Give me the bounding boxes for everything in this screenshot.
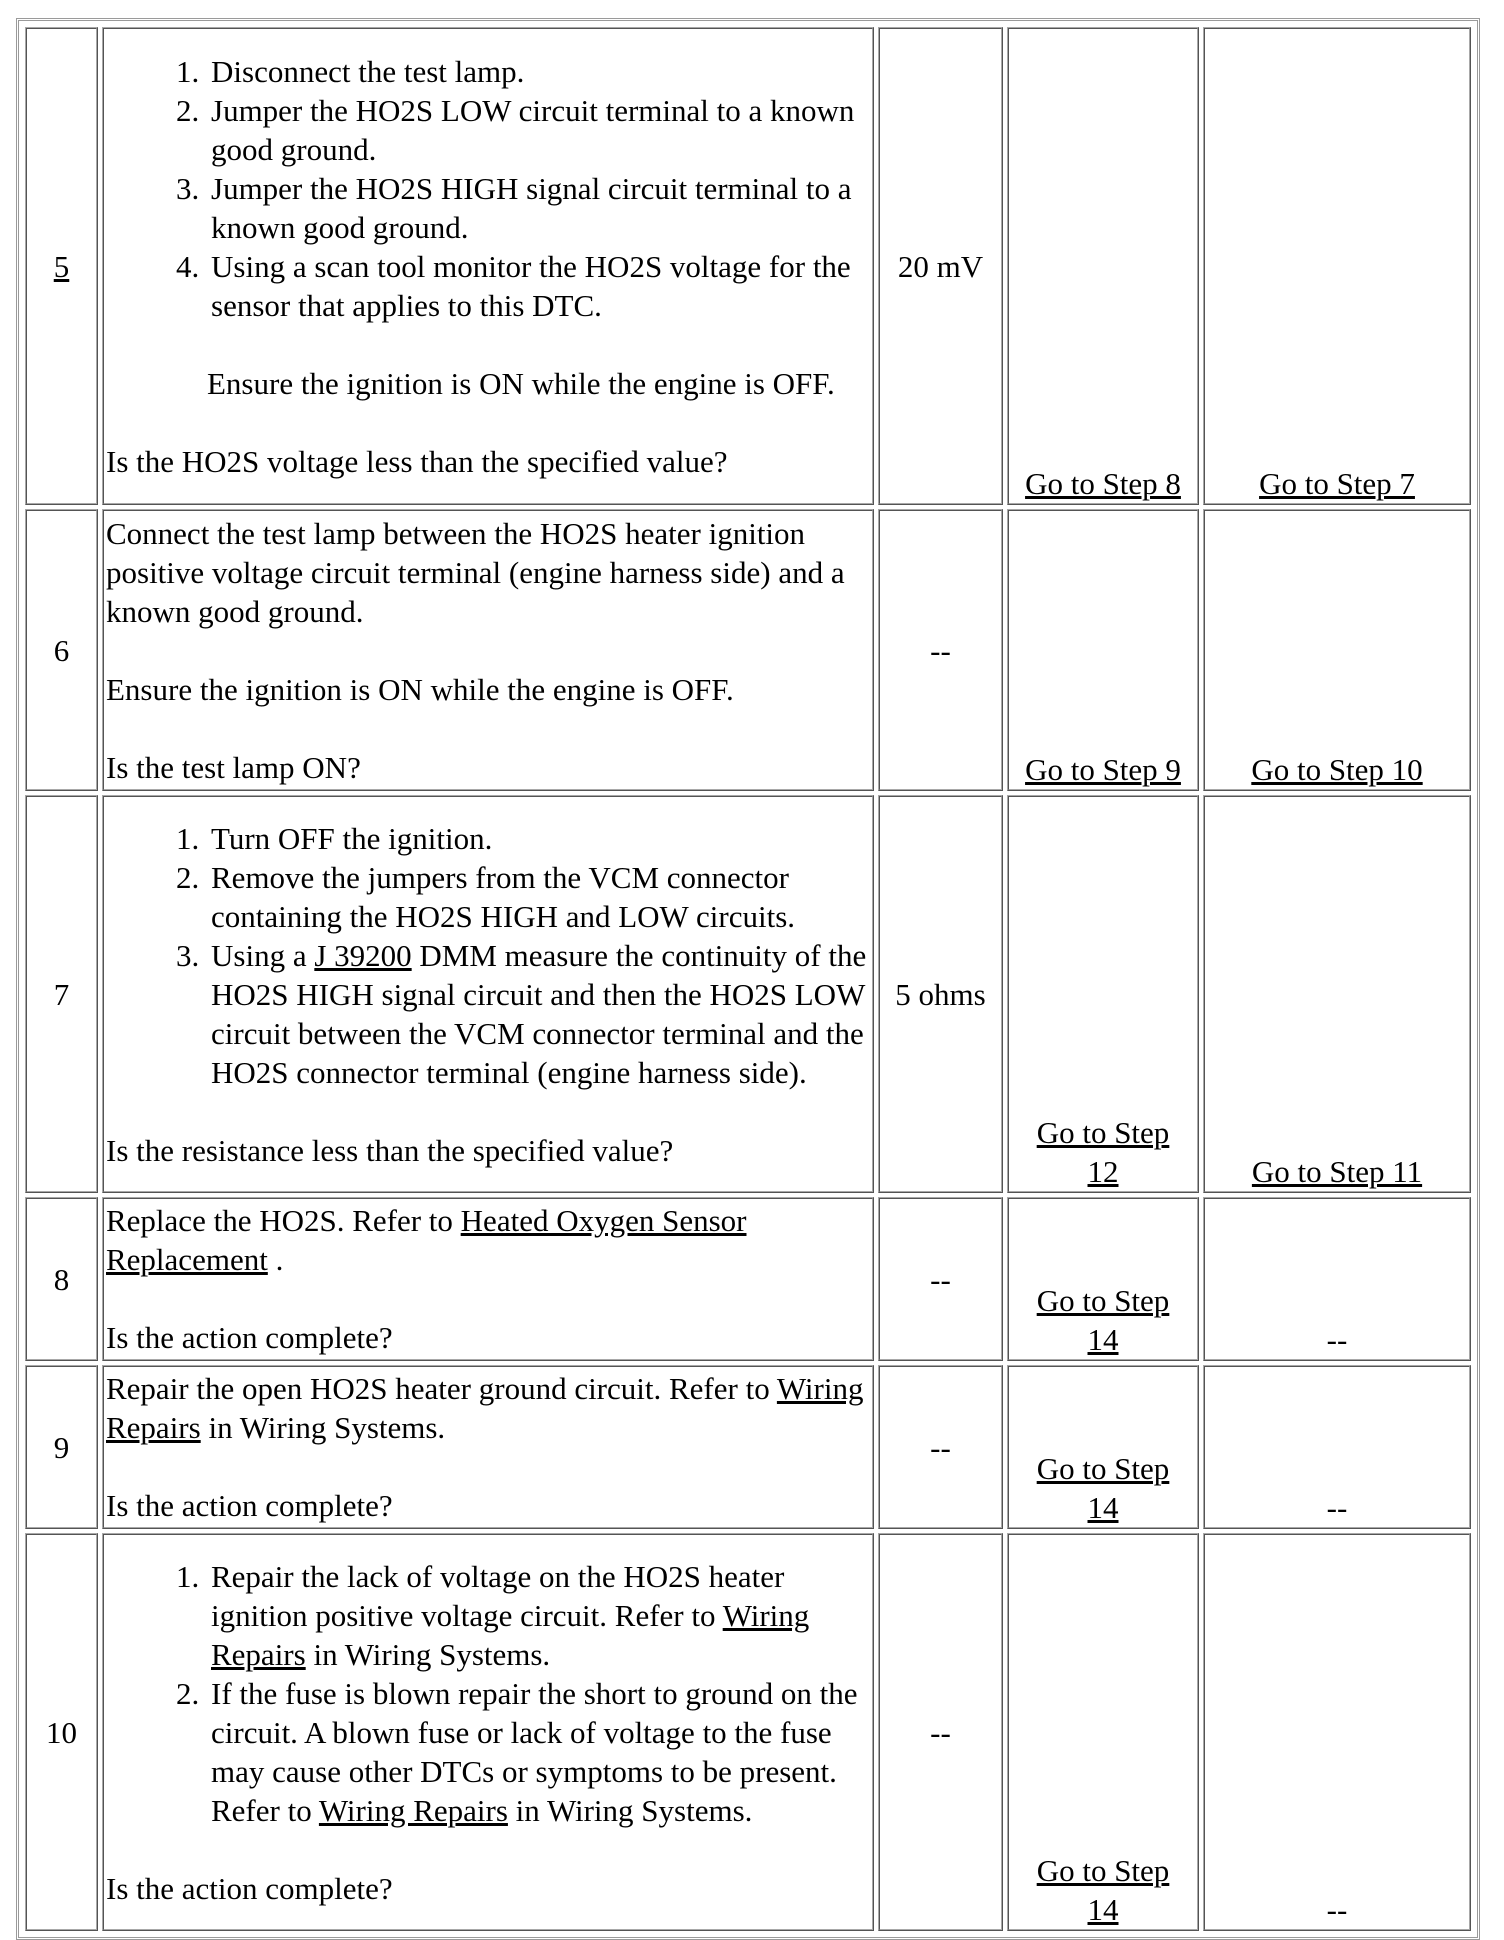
question-text: Is the resistance less than the specified value? bbox=[106, 1132, 674, 1168]
list-item-text: Using a bbox=[211, 937, 315, 973]
instruction-text bbox=[106, 1369, 870, 1447]
value-cell: 20 mV bbox=[878, 27, 1003, 505]
goto-step-link[interactable]: Go to Step 10 bbox=[1251, 752, 1423, 787]
list-item-text: If the fuse is blown repair the short to ground on the circuit. A blown fuse or lack of voltage to the fuse may cause other DTCs or symptoms to be present. Refer to bbox=[211, 1675, 858, 1828]
instruction-list bbox=[106, 52, 870, 325]
step-number-link[interactable]: 5 bbox=[53, 248, 70, 284]
value-cell: -- bbox=[878, 509, 1003, 791]
no-cell: -- bbox=[1203, 1533, 1471, 1931]
instruction-text-part: Replace the HO2S. Refer to bbox=[106, 1203, 461, 1238]
goto-step-link[interactable]: Go to Step 12 bbox=[1036, 1115, 1170, 1189]
step-number-cell: 6 bbox=[25, 509, 98, 791]
value-cell: -- bbox=[878, 1197, 1003, 1361]
note-text: Ensure the ignition is ON while the engine is OFF. bbox=[106, 671, 734, 707]
tool-link[interactable]: J 39200 bbox=[314, 937, 412, 973]
table-row bbox=[25, 795, 1471, 1193]
value-cell: -- bbox=[878, 1533, 1003, 1931]
yes-cell bbox=[1007, 27, 1199, 505]
list-item: 3. Jumper the HO2S HIGH signal circuit terminal to a known good ground. bbox=[207, 169, 870, 247]
no-cell bbox=[1203, 795, 1471, 1193]
table-row bbox=[25, 1533, 1471, 1931]
no-cell bbox=[1203, 27, 1471, 505]
list-item: 1. Turn OFF the ignition. bbox=[207, 819, 870, 858]
reference-link[interactable]: Heated Oxygen Sensor Replacement bbox=[106, 1203, 747, 1277]
question-text: Is the action complete? bbox=[106, 1320, 393, 1355]
list-item bbox=[207, 1674, 870, 1830]
instruction-text: Connect the test lamp between the HO2S heater ignition positive voltage circuit terminal (engine harness side) and a known good ground. bbox=[106, 515, 845, 629]
list-item bbox=[207, 1557, 870, 1674]
value-cell: -- bbox=[878, 1365, 1003, 1529]
yes-cell bbox=[1007, 1533, 1199, 1931]
list-item-text: in Wiring Systems. bbox=[507, 1792, 753, 1828]
table-row bbox=[25, 1365, 1471, 1529]
instruction-list bbox=[106, 819, 870, 1092]
list-item: 1. Disconnect the test lamp. bbox=[207, 52, 870, 91]
action-cell bbox=[102, 1533, 874, 1931]
question-text: Is the action complete? bbox=[106, 1488, 393, 1523]
question-text: Is the HO2S voltage less than the specified value? bbox=[106, 443, 728, 479]
yes-cell bbox=[1007, 509, 1199, 791]
instruction-text bbox=[106, 1201, 870, 1279]
list-item bbox=[207, 936, 870, 1092]
goto-step-link[interactable]: Go to Step 7 bbox=[1259, 466, 1415, 501]
action-cell bbox=[102, 509, 874, 791]
goto-step-link[interactable]: Go to Step 8 bbox=[1025, 466, 1181, 501]
diagnostic-table bbox=[21, 23, 1475, 1935]
question-text: Is the test lamp ON? bbox=[106, 749, 361, 785]
no-cell bbox=[1203, 509, 1471, 791]
table-row bbox=[25, 27, 1471, 505]
instruction-text-part: Repair the open HO2S heater ground circuit. Refer to bbox=[106, 1371, 777, 1406]
action-cell bbox=[102, 27, 874, 505]
action-cell bbox=[102, 1197, 874, 1361]
no-cell: -- bbox=[1203, 1365, 1471, 1529]
reference-link[interactable]: Wiring Repairs bbox=[106, 1371, 864, 1445]
goto-step-link[interactable]: Go to Step 9 bbox=[1025, 752, 1181, 787]
diagnostic-table-frame bbox=[16, 18, 1480, 1940]
reference-link[interactable]: Wiring Repairs bbox=[318, 1792, 508, 1828]
question-text: Is the action complete? bbox=[106, 1870, 393, 1906]
step-number-cell bbox=[25, 27, 98, 505]
step-number-cell: 10 bbox=[25, 1533, 98, 1931]
goto-step-link[interactable]: Go to Step 14 bbox=[1036, 1853, 1170, 1927]
goto-step-link[interactable]: Go to Step 14 bbox=[1036, 1451, 1170, 1525]
no-cell: -- bbox=[1203, 1197, 1471, 1361]
step-number-cell: 9 bbox=[25, 1365, 98, 1529]
yes-cell bbox=[1007, 1197, 1199, 1361]
list-item: 4. Using a scan tool monitor the HO2S voltage for the sensor that applies to this DTC. bbox=[207, 247, 870, 325]
instruction-list bbox=[106, 1557, 870, 1830]
list-item: 2. Remove the jumpers from the VCM connector containing the HO2S HIGH and LOW circuits. bbox=[207, 858, 870, 936]
value-cell: 5 ohms bbox=[878, 795, 1003, 1193]
action-cell bbox=[102, 795, 874, 1193]
goto-step-link[interactable]: Go to Step 14 bbox=[1036, 1283, 1170, 1357]
note-text: Ensure the ignition is ON while the engine is OFF. bbox=[207, 365, 835, 401]
reference-link[interactable]: Wiring Repairs bbox=[211, 1597, 810, 1672]
list-item: 2. Jumper the HO2S LOW circuit terminal to a known good ground. bbox=[207, 91, 870, 169]
step-number-cell: 7 bbox=[25, 795, 98, 1193]
goto-step-link[interactable]: Go to Step 11 bbox=[1251, 1154, 1423, 1189]
table-row bbox=[25, 1197, 1471, 1361]
table-row bbox=[25, 509, 1471, 791]
yes-cell bbox=[1007, 1365, 1199, 1529]
instruction-text-part: . bbox=[267, 1242, 284, 1277]
yes-cell bbox=[1007, 795, 1199, 1193]
list-item-text: DMM measure the continuity of the HO2S HIGH signal circuit and then the HO2S LOW circuit between the VCM connector terminal and the HO2S connector terminal (engine harness side). bbox=[211, 937, 867, 1090]
step-number-cell: 8 bbox=[25, 1197, 98, 1361]
instruction-text-part: in Wiring Systems. bbox=[200, 1410, 446, 1445]
action-cell bbox=[102, 1365, 874, 1529]
list-item-text: Repair the lack of voltage on the HO2S heater ignition positive voltage circuit. Refer to bbox=[211, 1558, 785, 1633]
list-item-text: in Wiring Systems. bbox=[305, 1636, 551, 1672]
